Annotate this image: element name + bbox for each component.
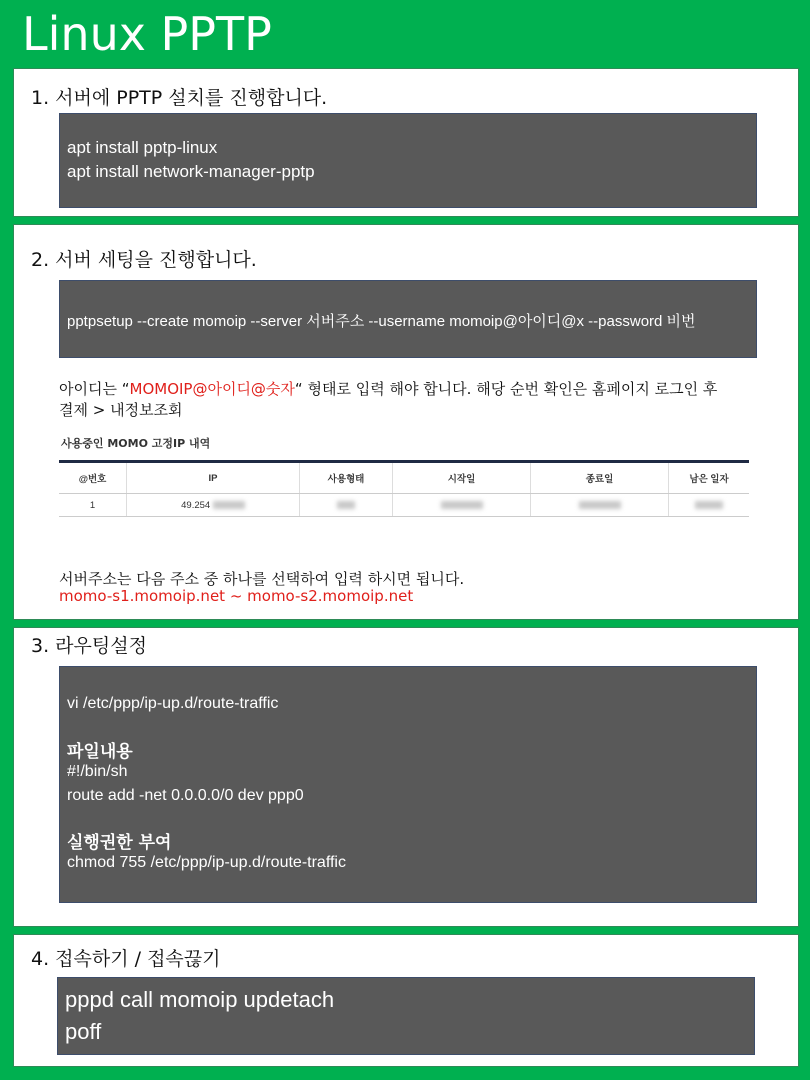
id-format-highlight: MOMOIP@아이디@숫자: [129, 380, 295, 398]
id-format-note: 아이디는 “MOMOIP@아이디@숫자“ 형태로 입력 해야 합니다. 해당 순번 확인은 홈페이지 로그인 후: [59, 380, 718, 398]
redacted-mark: [337, 501, 355, 509]
col-header: @번호: [59, 462, 127, 494]
code-subheading: 파일내용: [67, 742, 133, 762]
code-line: vi /etc/ppp/ip-up.d/route-traffic: [67, 695, 279, 712]
step-3-heading: 3. 라우팅설정: [31, 635, 147, 657]
ip-table-title: 사용중인 MOMO 고정IP 내역: [61, 437, 211, 450]
redacted-mark: [441, 501, 483, 509]
code-line: #!/bin/sh: [67, 763, 128, 780]
code-line: pppd call momoip updetach: [65, 987, 335, 1012]
code-line: pptpsetup --create momoip --server 서버주소 --username momoip@아이디@x --password 비번: [67, 313, 696, 330]
section-server-setup: [13, 224, 799, 620]
account-path-note: 결제 > 내정보조회: [59, 401, 183, 419]
code-line: chmod 755 /etc/ppp/ip-up.d/route-traffic: [67, 854, 346, 871]
cell-number: 1: [59, 494, 127, 517]
server-address-list: momo-s1.momoip.net ~ momo-s2.momoip.net: [59, 587, 414, 605]
code-line: apt install network-manager-pptp: [67, 162, 315, 181]
table-header-row: [59, 462, 749, 494]
col-header: 시작일: [393, 462, 531, 494]
cell-end-date: [531, 494, 669, 517]
code-line: apt install pptp-linux: [67, 138, 218, 157]
page-title: Linux PPTP: [22, 7, 272, 61]
cell-ip: 49.254: [127, 494, 300, 517]
redacted-mark: [579, 501, 621, 509]
install-code-block: [59, 113, 757, 208]
code-line: poff: [65, 1019, 102, 1044]
cell-remaining-days: [669, 494, 750, 517]
step-1-heading: 1. 서버에 PPTP 설치를 진행합니다.: [31, 87, 328, 109]
col-header: 사용형태: [300, 462, 393, 494]
col-header: 남은 일자: [669, 462, 750, 494]
cell-start-date: [393, 494, 531, 517]
code-line: route add -net 0.0.0.0/0 dev ppp0: [67, 787, 304, 804]
cell-usage-type: [300, 494, 393, 517]
setup-code-block: [59, 280, 757, 358]
section-routing: [13, 627, 799, 927]
routing-code-block: [59, 666, 757, 903]
server-address-note: 서버주소는 다음 주소 중 하나를 선택하여 입력 하시면 됩니다.: [59, 570, 465, 588]
ip-history-table: [59, 460, 749, 517]
section-connect: [13, 934, 799, 1067]
col-header: IP: [127, 462, 300, 494]
section-install: [13, 68, 799, 217]
step-2-heading: 2. 서버 세팅을 진행합니다.: [31, 249, 257, 271]
redacted-mark: [213, 501, 245, 509]
table-row: [59, 494, 749, 517]
connect-code-block: [57, 977, 755, 1055]
redacted-mark: [695, 501, 723, 509]
step-4-heading: 4. 접속하기 / 접속끊기: [31, 948, 221, 970]
code-subheading: 실행권한 부여: [67, 833, 172, 853]
col-header: 종료일: [531, 462, 669, 494]
